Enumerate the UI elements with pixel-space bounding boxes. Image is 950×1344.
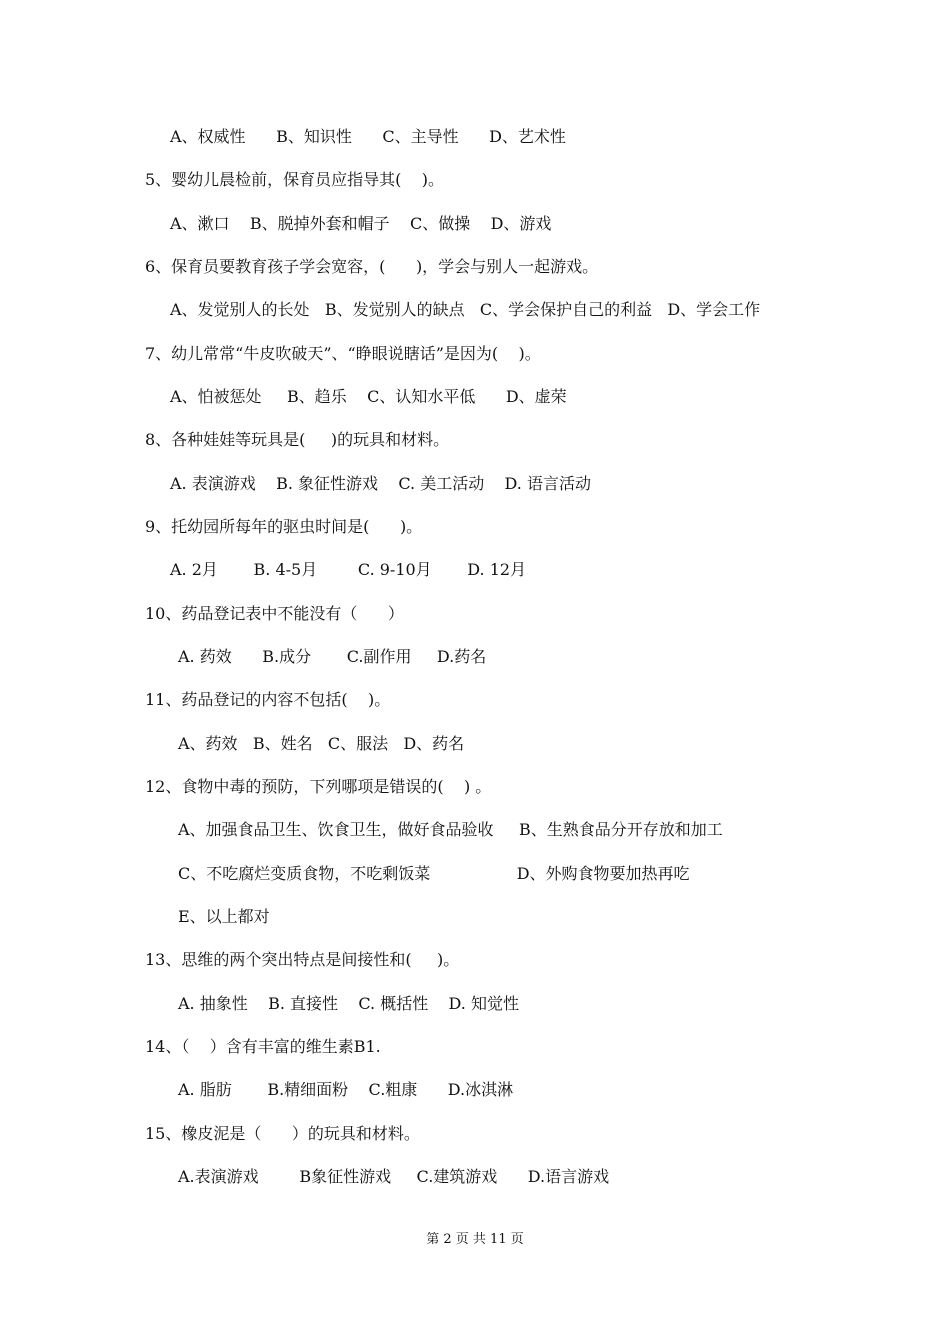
q6-question: 6、保育员要教育孩子学会宽容，( )，学会与别人一起游戏。 xyxy=(145,257,599,276)
q9-question: 9、托幼园所每年的驱虫时间是( )。 xyxy=(145,517,423,536)
q13-options: A. 抽象性 B. 直接性 C. 概括性 D. 知觉性 xyxy=(178,994,519,1013)
q4-options: A、权威性 B、知识性 C、主导性 D、艺术性 xyxy=(170,127,566,146)
q10-question: 10、药品登记表中不能没有（ ） xyxy=(145,604,404,623)
q7-question: 7、幼儿常常“牛皮吹破天”、“睁眼说瞎话”是因为( )。 xyxy=(145,344,541,363)
q5-question: 5、婴幼儿晨检前，保育员应指导其( )。 xyxy=(145,170,445,189)
q10-options: A. 药效 B.成分 C.副作用 D.药名 xyxy=(178,647,487,666)
q11-question: 11、药品登记的内容不包括( )。 xyxy=(145,690,391,709)
q12-question: 12、食物中毒的预防，下列哪项是错误的( ) 。 xyxy=(145,777,492,796)
page-footer: 第 2 页 共 11 页 xyxy=(426,1232,524,1247)
q8-question: 8、各种娃娃等玩具是( )的玩具和材料。 xyxy=(145,430,450,449)
q14-question: 14、（ ）含有丰富的维生素B1. xyxy=(145,1037,381,1056)
q15-options: A.表演游戏 B象征性游戏 C.建筑游戏 D.语言游戏 xyxy=(178,1167,610,1186)
q8-options: A. 表演游戏 B. 象征性游戏 C. 美工活动 D. 语言活动 xyxy=(170,474,591,493)
q5-options: A、漱口 B、脱掉外套和帽子 C、做操 D、游戏 xyxy=(170,214,552,233)
q12-options-ab: A、加强食品卫生、饮食卫生，做好食品验收 B、生熟食品分开存放和加工 xyxy=(178,820,723,839)
q12-option-e: E、以上都对 xyxy=(178,907,270,926)
q7-options: A、怕被惩处 B、趋乐 C、认知水平低 D、虚荣 xyxy=(170,387,567,406)
q14-options: A. 脂肪 B.精细面粉 C.粗康 D.冰淇淋 xyxy=(178,1080,514,1099)
q6-options: A、发觉别人的长处 B、发觉别人的缺点 C、学会保护自己的利益 D、学会工作 xyxy=(170,300,761,319)
q9-options: A. 2月 B. 4-5月 C. 9-10月 D. 12月 xyxy=(170,560,527,579)
q11-options: A、药效 B、姓名 C、服法 D、药名 xyxy=(178,734,465,753)
q15-question: 15、橡皮泥是（ ）的玩具和材料。 xyxy=(145,1124,420,1143)
q13-question: 13、思维的两个突出特点是间接性和( )。 xyxy=(145,950,460,969)
q12-options-cd: C、不吃腐烂变质食物，不吃剩饭菜 D、外购食物要加热再吃 xyxy=(178,864,690,883)
